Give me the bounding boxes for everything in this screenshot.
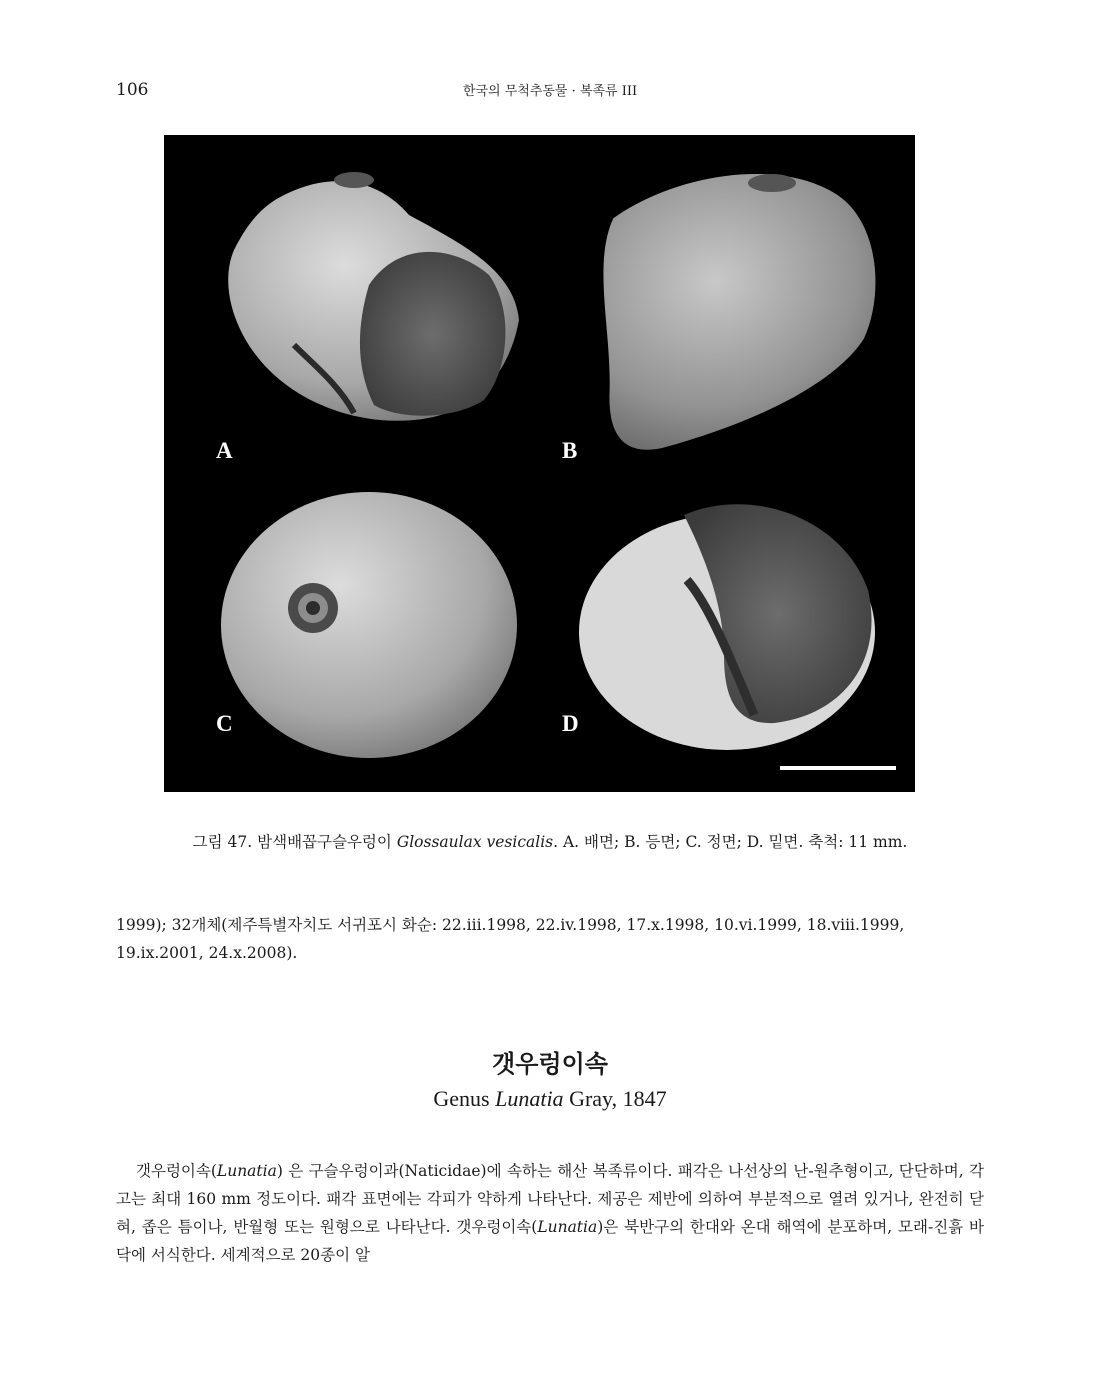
shell-d	[579, 504, 875, 750]
caption-species-name: Glossaulax vesicalis	[396, 833, 554, 851]
panel-label-d: D	[562, 711, 579, 736]
desc-genus-1: Lunatia	[216, 1162, 277, 1180]
shell-b	[567, 148, 903, 457]
shell-photographs	[164, 135, 915, 792]
panel-label-b: B	[562, 438, 578, 463]
caption-suffix: . A. 배면; B. 등면; C. 정면; D. 밑면. 축척: 11 mm.	[553, 833, 908, 851]
section-title-latin	[0, 1086, 1100, 1112]
specimen-records	[116, 911, 984, 967]
scale-bar	[780, 766, 896, 770]
records-line-2: 19.ix.2001, 24.x.2008).	[116, 944, 298, 962]
running-header: 한국의 무척추동물 · 복족류 III	[462, 84, 638, 99]
title-genus-prefix: Genus	[433, 1086, 496, 1111]
desc-part-2: ) 은 구슬우렁이과(Naticidae)에 속하는 해산 복족류이다. 패각은 나선상의 난-원추형이고, 단단하며, 각고는 최대 160 mm 정도이다. 패각 표면에는 각피가 약하게 나타난다. 제공은 제반에 의하여 부분적으로 열려 있거나, 완전히 닫혀, 좁은 틈이나, 반월형 또는 원형으로 나타난다. 갯우렁이속(	[116, 1162, 984, 1236]
page-number: 106	[116, 80, 149, 100]
records-line-1: 1999); 32개체(제주특별자치도 서귀포시 화순: 22.iii.1998, 22.iv.1998, 17.x.1998, 10.vi.1999, 18.viii.1999,	[116, 916, 905, 934]
desc-genus-2: Lunatia	[537, 1218, 598, 1236]
panel-label-c: C	[216, 711, 233, 736]
shell-figure	[164, 135, 915, 792]
desc-part-3: )은 북반구의 한대와 온대 해역에 분포하며, 모래-진흙 바닥에 서식한다. 세계적으로 20종이 알	[116, 1218, 984, 1264]
section-title-korean: 갯우렁이속	[492, 1050, 608, 1078]
panel-label-a: A	[216, 438, 233, 463]
shell-a	[228, 172, 519, 421]
title-genus-name: Lunatia	[495, 1086, 564, 1111]
shell-c	[221, 492, 517, 758]
desc-part-1: 갯우렁이속(	[136, 1162, 217, 1180]
title-authority: Gray, 1847	[563, 1086, 667, 1111]
caption-prefix: 그림 47. 밤색배꼽구슬우렁이	[192, 833, 397, 851]
figure-caption	[0, 830, 1100, 852]
genus-description	[116, 1157, 984, 1269]
